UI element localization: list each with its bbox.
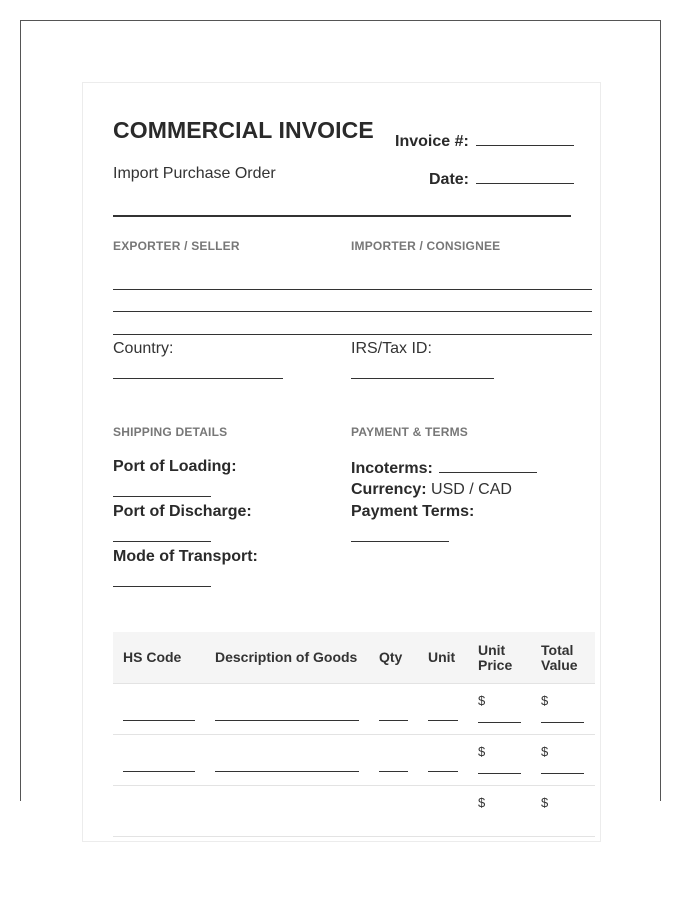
column-unit: Unit — [418, 632, 468, 684]
invoice-number-label: Invoice #: — [395, 133, 469, 150]
page-frame — [20, 20, 661, 810]
importer-heading: IMPORTER / CONSIGNEE — [351, 239, 501, 253]
incoterms-label: Incoterms: — [351, 460, 433, 477]
date-label: Date: — [429, 171, 470, 188]
incoterms-blank[interactable] — [439, 458, 537, 473]
address-line-1[interactable] — [113, 289, 592, 290]
mode-of-transport-label: Mode of Transport: — [113, 548, 258, 565]
invoice-document — [82, 82, 601, 842]
tax-id-blank[interactable] — [351, 378, 494, 379]
document-title: COMMERCIAL INVOICE — [113, 117, 374, 143]
column-description: Description of Goods — [205, 632, 369, 684]
invoice-number-blank[interactable] — [476, 131, 574, 146]
currency-symbol: $ — [478, 744, 486, 759]
payment-heading: PAYMENT & TERMS — [351, 425, 469, 439]
payment-terms-blank[interactable] — [351, 541, 449, 542]
table-row — [113, 735, 595, 786]
unit-blank[interactable] — [428, 720, 458, 721]
currency-symbol: $ — [541, 693, 549, 708]
currency-label: Currency: — [351, 481, 427, 498]
port-of-discharge-blank[interactable] — [113, 541, 211, 542]
exporter-heading: EXPORTER / SELLER — [113, 239, 240, 253]
country-blank[interactable] — [113, 378, 283, 379]
table-row — [113, 684, 595, 735]
goods-table — [113, 632, 595, 837]
description-blank[interactable] — [215, 720, 359, 721]
hs-code-blank[interactable] — [123, 720, 195, 721]
document-subtitle: Import Purchase Order — [113, 165, 276, 182]
table-header-row — [113, 632, 595, 684]
payment-terms-label: Payment Terms: — [351, 503, 475, 520]
table-row — [113, 786, 595, 837]
country-label: Country: — [113, 340, 174, 357]
hs-code-blank[interactable] — [123, 771, 195, 772]
currency-symbol: $ — [541, 795, 549, 810]
shipping-heading: SHIPPING DETAILS — [113, 425, 228, 439]
tax-id-label: IRS/Tax ID: — [351, 340, 432, 357]
date-field[interactable] — [429, 169, 574, 189]
header-divider — [113, 215, 571, 217]
port-of-discharge-label: Port of Discharge: — [113, 503, 252, 520]
column-hs-code: HS Code — [113, 632, 205, 684]
total-value-blank[interactable] — [541, 773, 584, 774]
column-unit-price: Unit Price — [468, 632, 531, 684]
port-of-loading-blank[interactable] — [113, 496, 211, 497]
total-value-blank[interactable] — [541, 722, 584, 723]
unit-price-blank[interactable] — [478, 722, 521, 723]
date-blank[interactable] — [476, 169, 574, 184]
currency-field — [351, 481, 512, 499]
currency-value: USD / CAD — [431, 481, 512, 498]
currency-symbol: $ — [478, 795, 486, 810]
column-qty: Qty — [369, 632, 418, 684]
qty-blank[interactable] — [379, 771, 408, 772]
address-line-3[interactable] — [113, 334, 592, 335]
address-line-2[interactable] — [113, 311, 592, 312]
currency-symbol: $ — [541, 744, 549, 759]
column-total-value: Total Value — [531, 632, 595, 684]
incoterms-field[interactable] — [351, 458, 537, 478]
currency-symbol: $ — [478, 693, 486, 708]
unit-price-blank[interactable] — [478, 773, 521, 774]
port-of-loading-label: Port of Loading: — [113, 458, 237, 475]
qty-blank[interactable] — [379, 720, 408, 721]
unit-blank[interactable] — [428, 771, 458, 772]
invoice-number-field[interactable] — [395, 131, 574, 151]
description-blank[interactable] — [215, 771, 359, 772]
mode-of-transport-blank[interactable] — [113, 586, 211, 587]
